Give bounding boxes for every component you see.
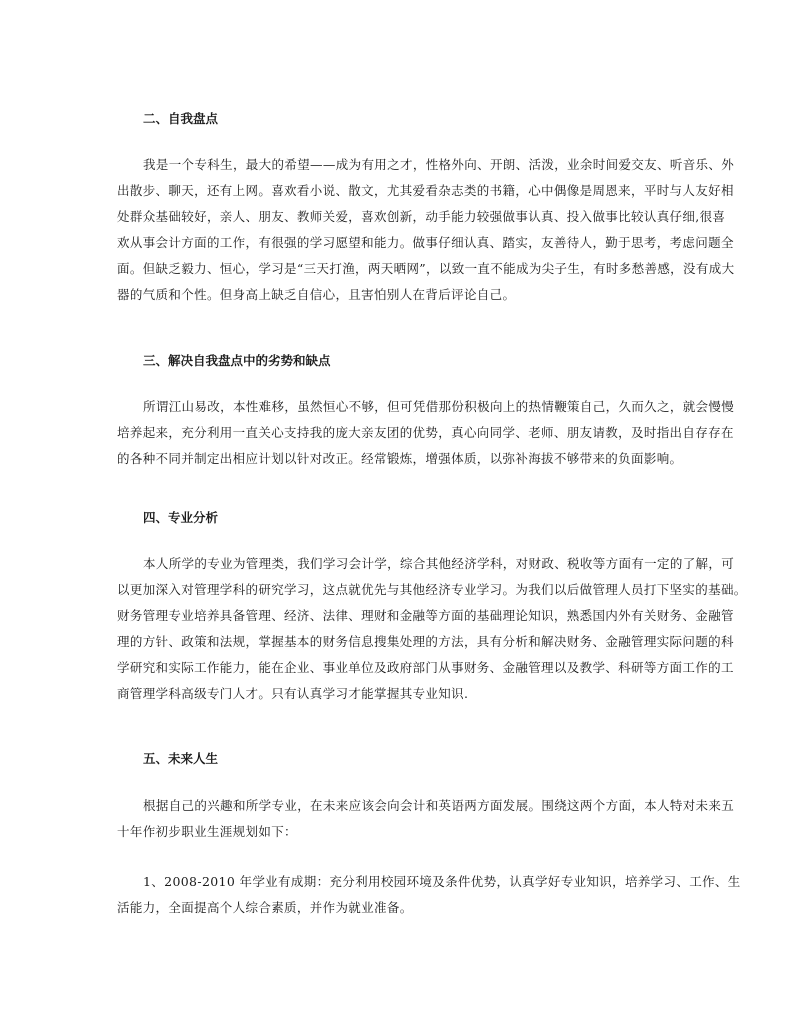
text-line: 我是一个专科生，最大的希望——成为有用之才，性格外向、开朗、活泼，业余时间爱交友、听音乐、外 [143, 157, 735, 172]
text-line: 欢从事会计方面的工作，有很强的学习愿望和能力。做事仔细认真、踏实，友善待人，勤于思考，考虑问题全 [117, 235, 734, 250]
text-line: 面。但缺乏毅力、恒心，学习是“三天打渔，两天晒网”，以致一直不能成为尖子生，有时多愁善感，没有成大 [117, 261, 735, 276]
text-line: 学研究和实际工作能力，能在企业、事业单位及政府部门从事财务、金融管理以及教学、科研等方面工作的工 [117, 660, 734, 675]
text-line: 理的方针、政策和法规，掌握基本的财务信息搜集处理的方法，具有分析和解决财务、金融管理实际问题的科 [117, 634, 734, 649]
section-heading-future-life: 五、未来人生 [143, 751, 219, 766]
text-line: 培养起来，充分利用一直关心支持我的庞大亲友团的优势，真心向同学、老师、朋友请教，及时指出自存存在 [117, 425, 734, 440]
text-line: 的各种不同并制定出相应计划以针对改正。经常锻炼，增强体质，以弥补海拔不够带来的负面影响。 [117, 451, 683, 466]
text-line: 本人所学的专业为管理类，我们学习会计学，综合其他经济学科，对财政、税收等方面有一定的了解，可 [143, 556, 735, 571]
section-heading-self-assessment: 二、自我盘点 [143, 111, 219, 126]
paragraph-future-life [117, 793, 735, 845]
paragraph-plan-stage-1 [117, 869, 741, 921]
text-line: 财务管理专业培养具备管理、经济、法律、理财和金融等方面的基础理论知识，熟悉国内外有关财务、金融管 [117, 608, 734, 623]
text-line: 以更加深入对管理学科的研究学习，这点就优先与其他经济专业学习。为我们以后做管理人员打下坚实的基础。 [117, 582, 747, 597]
text-line: 商管理学科高级专门人才。只有认真学习才能掌握其专业知识. [117, 686, 469, 701]
text-line: 处群众基础较好，亲人、朋友、教师关爱，喜欢创新，动手能力较强做事认真、投入做事比较认真仔细,很喜 [117, 209, 726, 224]
paragraph-self-assessment [117, 152, 735, 308]
text-line: 十年作初步职业生涯规划如下： [117, 824, 297, 839]
section-heading-major-analysis: 四、专业分析 [143, 510, 219, 525]
text-line: 所谓江山易改，本性难移，虽然恒心不够，但可凭借那份积极向上的热情鞭策自己，久而久之，就会慢慢 [143, 399, 735, 414]
section-heading-weakness-solutions: 三、解决自我盘点中的劣势和缺点 [143, 353, 331, 368]
paragraph-major-analysis [117, 551, 747, 707]
text-line: 活能力，全面提高个人综合素质，并作为就业准备。 [117, 900, 413, 915]
text-line: 根据自己的兴趣和所学专业，在未来应该会向会计和英语两方面发展。围绕这两个方面，本人特对未来五 [143, 798, 735, 813]
text-line: 器的气质和个性。但身高上缺乏自信心，且害怕别人在背后评论自己。 [117, 287, 516, 302]
paragraph-weakness-solutions [117, 394, 735, 472]
text-line: 出散步、聊天，还有上网。喜欢看小说、散文，尤其爱看杂志类的书籍，心中偶像是周恩来，平时与人友好相 [117, 183, 734, 198]
text-line: 1、2008-2010 年学业有成期：充分利用校园环境及条件优势，认真学好专业知识，培养学习、工作、生 [143, 874, 741, 889]
